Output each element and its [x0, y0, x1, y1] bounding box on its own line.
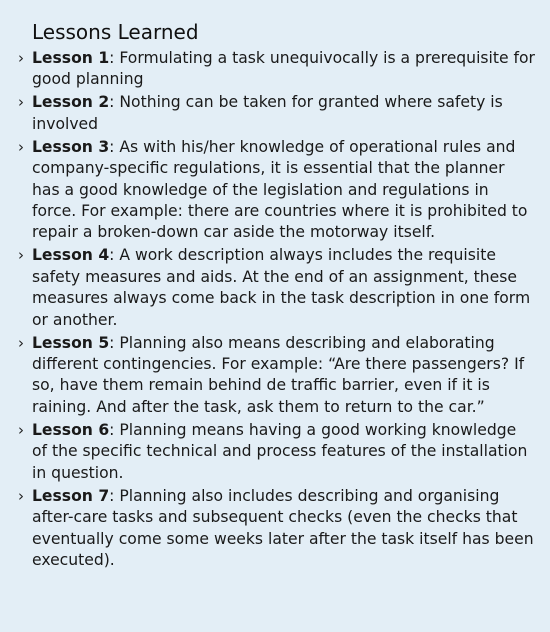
lesson-item: [18, 245, 536, 331]
lesson-label: Lesson 1: [32, 49, 110, 67]
lesson-label: Lesson 2: [32, 93, 110, 112]
lesson-text: : Planning means having a good working knowledge of the specific technical and process features of the installation in question.: [32, 420, 528, 482]
lesson-item: [18, 420, 536, 484]
chevron-right-icon: ›: [18, 49, 24, 67]
chevron-right-icon: ›: [18, 420, 24, 439]
lesson-item: [18, 486, 536, 572]
lesson-text: : Formulating a task unequivocally is a prerequisite for good planning: [32, 49, 535, 89]
lesson-item: [18, 333, 536, 419]
lesson-label: Lesson 7: [32, 486, 110, 505]
lesson-item: [18, 137, 536, 244]
lesson-label: Lesson 3: [32, 137, 110, 156]
chevron-right-icon: ›: [18, 246, 24, 265]
lesson-text: : Planning also includes describing and organising after-care tasks and subsequent checks (even the checks that eventually come some weeks later after the task itself has been executed).: [32, 486, 534, 569]
lesson-label: Lesson 6: [32, 420, 110, 439]
chevron-right-icon: ›: [18, 137, 24, 156]
chevron-right-icon: ›: [18, 333, 24, 352]
lesson-label: Lesson 4: [32, 246, 110, 265]
lesson-text: : Nothing can be taken for granted where safety is involved: [32, 93, 503, 133]
lesson-text: : A work description always includes the requisite safety measures and aids. At the end of an assignment, these measures always come back in the task description in one form or another.: [32, 246, 531, 329]
chevron-right-icon: ›: [18, 486, 24, 505]
lesson-item: [18, 92, 536, 135]
lesson-text: : As with his/her knowledge of operational rules and company-specific regulations, it is essential that the planner has a good knowledge of the legislation and regulations in force. For example: there are countries where it is prohibited to repair a broken-down car aside the motorway itself.: [32, 137, 528, 242]
lesson-item: [18, 48, 536, 91]
lesson-text: : Planning also means describing and elaborating different contingencies. For example: “Are there passengers? If so, have them remain behind de traffic barrier, even if it is raining. And after the task, ask them to return to the car.”: [32, 333, 525, 416]
lesson-label: Lesson 5: [32, 333, 110, 352]
lessons-list: [18, 48, 536, 571]
chevron-right-icon: ›: [18, 93, 24, 112]
box-title: Lessons Learned: [32, 20, 199, 44]
